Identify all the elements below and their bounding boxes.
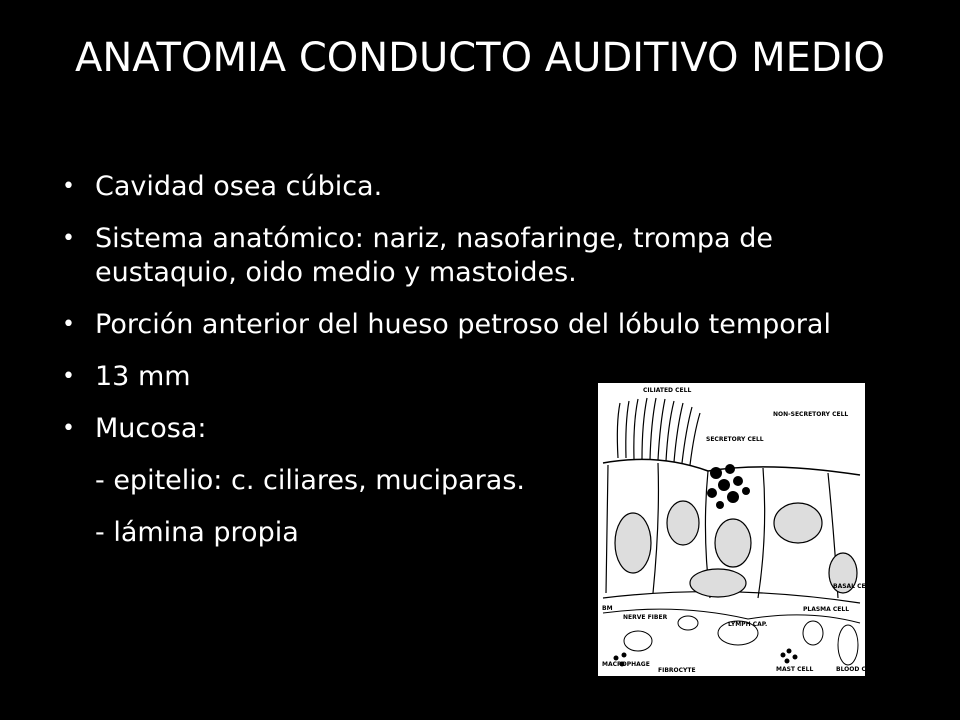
label-bm: BM [602,605,613,612]
label-plasma-cell: PLASMA CELL [803,606,850,613]
label-fibrocyte: FIBROCYTE [658,667,696,674]
bullet-item [60,308,875,342]
histology-diagram [598,383,874,676]
bullet-text: Porción anterior del hueso petroso del lóbulo temporal [95,309,831,340]
label-non-secretory-cell: NON-SECRETORY CELL [773,411,849,418]
bullet-dot-icon: • [62,174,75,199]
bullet-item [60,222,920,290]
label-ciliated-cell: CILIATED CELL [643,387,692,394]
label-blood-cap: BLOOD C [836,666,866,673]
bullet-text: Mucosa: [95,413,207,444]
epithelium-illustration [598,383,874,676]
bullet-dot-icon: • [62,416,75,441]
bullet-dot-icon: • [62,226,75,251]
label-secretory-cell: SECRETORY CELL [706,436,764,443]
bullet-text: Sistema anatómico: nariz, nasofaringe, trompa de eustaquio, oido medio y mastoides. [95,223,773,288]
bullet-item [60,170,920,204]
label-macrophage: MACROPHAGE [602,661,650,668]
bullet-text: Cavidad osea cúbica. [95,171,383,202]
sub-item: - lámina propia [95,517,299,548]
label-nerve-fiber: NERVE FIBER [623,614,668,621]
slide-title: ANATOMIA CONDUCTO AUDITIVO MEDIO [74,35,886,81]
bullet-text: 13 mm [95,361,191,392]
bullet-dot-icon: • [62,312,75,337]
label-basal-cell: BASAL CELL [833,583,874,590]
label-lymph-cap: LYMPH CAP. [728,621,768,628]
label-mast-cell: MAST CELL [776,666,814,673]
bullet-dot-icon: • [62,364,75,389]
sub-item: - epitelio: c. ciliares, muciparas. [95,465,525,496]
